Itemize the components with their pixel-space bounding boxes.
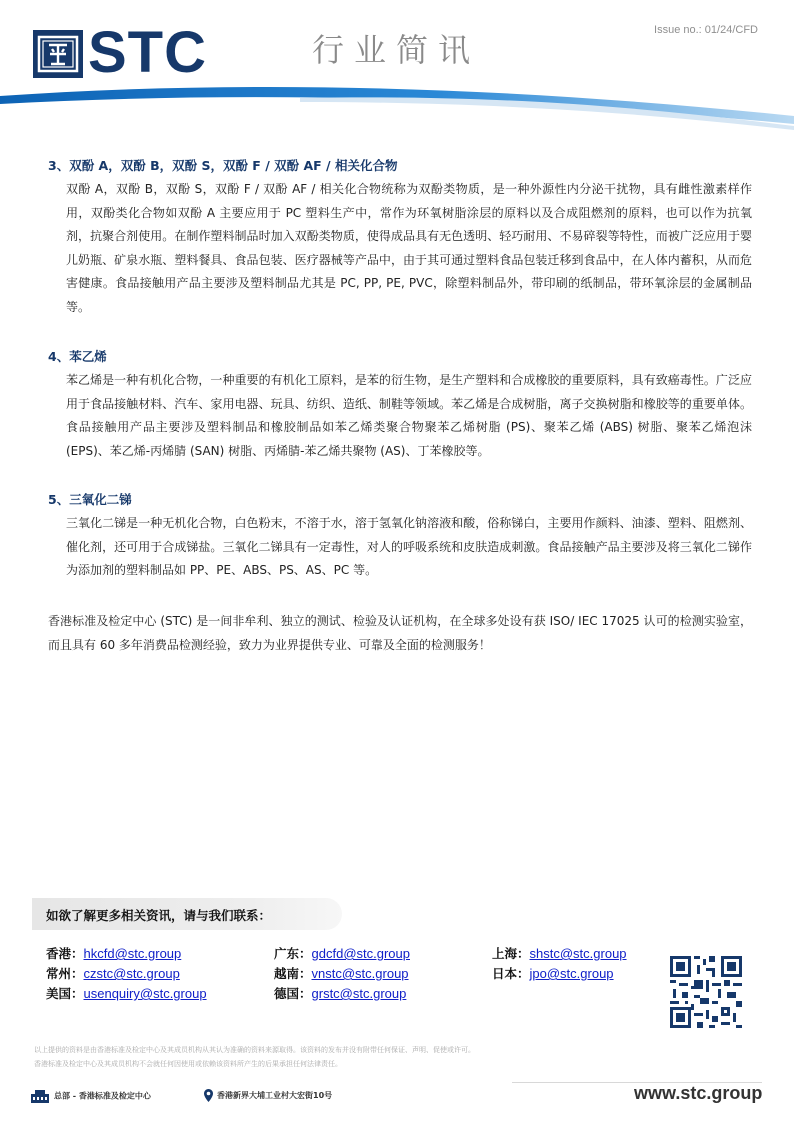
qr-code-icon[interactable] xyxy=(670,956,742,1028)
contact-shanghai xyxy=(492,944,627,964)
contact-heading: 如欲了解更多相关资讯，请与我们联系： xyxy=(46,908,272,923)
email-link[interactable]: jpo@stc.group xyxy=(529,966,614,981)
section-body: 双酚 A，双酚 B，双酚 S，双酚 F / 双酚 AF / 相关化合物统称为双酚类物质，是一种外源性内分泌干扰物，具有雌性激素样作用，双酚类化合物如双酚 A 主要应用于 PC 塑料生产中，常作为环氧树脂涂层的原料以及合成阻燃剂的原料，也可以作为抗氧剂，抗聚合剂使用。在制作塑料制品时加入双酚类物质，使得成品具有无色透明、轻巧耐用、不易碎裂等特性，而被广泛应用于婴儿奶瓶、矿泉水瓶、塑料餐具、食品包装、医疗器械等产品中，由于其可通过塑料食品包装迁移到食品中，在人体内蓄积，从而危害健康。食品接触用产品主要涉及塑料制品尤其是 PC, PP, PE, PVC，除塑料制品外，带印刷的纸制品，带环氧涂层的金属制品等。 xyxy=(66,182,752,314)
building-icon xyxy=(30,1089,50,1103)
contact-label: 越南： xyxy=(274,966,312,981)
email-link[interactable]: vnstc@stc.group xyxy=(311,966,409,981)
section-body: 三氧化二锑是一种无机化合物，白色粉末，不溶于水，溶于氢氧化钠溶液和酸，俗称锑白，主要用作颜料、油漆、塑料、阻燃剂、催化剂，还可用于合成锑盐。三氧化二锑具有一定毒性，对人的呼吸系统和皮肤造成刺激。食品接触产品主要涉及将三氧化二锑作为添加剂的塑料制品如 PP、PE、ABS、PS、AS、PC 等。 xyxy=(66,516,752,577)
section-body: 苯乙烯是一种有机化合物，一种重要的有机化工原料，是苯的衍生物，是生产塑料和合成橡胶的重要原料，具有致癌毒性。广泛应用于食品接触材料、汽车、家用电器、玩具、纺织、造纸、制鞋等领域。苯乙烯是合成树脂，离子交换树脂和橡胶等的重要单体。食品接触用产品主要涉及塑料制品和橡胶制品如苯乙烯类聚合物聚苯乙烯树脂 (PS)、聚苯乙烯 (ABS) 树脂、聚苯乙烯泡沫 (EPS)、苯乙烯-丙烯腈 (SAN) 树脂、丙烯腈-苯乙烯共聚物 (AS)、丁苯橡胶等。 xyxy=(66,373,752,458)
email-link[interactable]: gdcfd@stc.group xyxy=(311,946,410,961)
email-link[interactable]: shstc@stc.group xyxy=(529,946,627,961)
contact-germany xyxy=(274,984,406,1004)
email-link[interactable]: hkcfd@stc.group xyxy=(83,946,182,961)
section-title: 4、苯乙烯 xyxy=(48,349,107,364)
contact-label: 广东： xyxy=(274,946,312,961)
disclaimer-line: 香港标准及检定中心及其成员机构不会就任何因使用或依赖该资料所产生的后果承担任何法律责任。 xyxy=(34,1060,342,1068)
disclaimer xyxy=(34,1043,734,1071)
page-title: 行业简讯 xyxy=(312,31,481,69)
stc-logo-mark xyxy=(33,30,83,78)
contact-usa xyxy=(46,984,207,1004)
stc-introduction: 香港标准及检定中心 (STC) 是一间非牟利、独立的测试、检验及认证机构，在全球多处设有获 ISO/ IEC 17025 认可的检测实验室，而且具有 60 多年消费品检测经验，致力为业界提供专业、可靠及全面的检测服务！ xyxy=(48,614,752,652)
email-link[interactable]: grstc@stc.group xyxy=(311,986,407,1001)
contact-label: 日本： xyxy=(492,966,530,981)
contact-label: 上海： xyxy=(492,946,530,961)
contact-label: 香港： xyxy=(46,946,84,961)
location-pin-icon xyxy=(204,1089,213,1102)
address-text: 香港新界大埔工业村大宏街10号 xyxy=(217,1091,333,1100)
header-swoosh xyxy=(0,84,794,134)
email-link[interactable]: czstc@stc.group xyxy=(83,966,180,981)
website-link[interactable]: www.stc.group xyxy=(634,1083,763,1103)
section-title: 3、双酚 A，双酚 B，双酚 S，双酚 F / 双酚 AF / 相关化合物 xyxy=(48,158,398,173)
contact-hongkong xyxy=(46,944,181,964)
hq-label: 总部 - 香港标准及检定中心 xyxy=(54,1091,151,1101)
logo-text: STC xyxy=(88,20,207,85)
headquarters xyxy=(30,1089,151,1103)
section-title: 5、三氧化二锑 xyxy=(48,492,132,507)
disclaimer-line: 以上提供的资料是由香港标准及检定中心及其成员机构从其认为准确的资料来源取得。该资料的发布并没有附带任何保证、声明、促使或许可。 xyxy=(34,1046,475,1054)
email-link[interactable]: usenquiry@stc.group xyxy=(83,986,207,1001)
contact-label: 德国： xyxy=(274,986,312,1001)
contact-label: 美国： xyxy=(46,986,84,1001)
contact-changzhou xyxy=(46,964,180,984)
section-antimony-trioxide xyxy=(48,490,752,583)
contact-label: 常州： xyxy=(46,966,84,981)
address xyxy=(204,1089,332,1102)
section-bisphenol xyxy=(48,156,752,319)
section-styrene xyxy=(48,347,752,463)
contact-vietnam xyxy=(274,964,409,984)
contact-japan xyxy=(492,964,614,984)
contact-guangdong xyxy=(274,944,410,964)
issue-number: Issue no.: 01/24/CFD xyxy=(654,24,758,36)
